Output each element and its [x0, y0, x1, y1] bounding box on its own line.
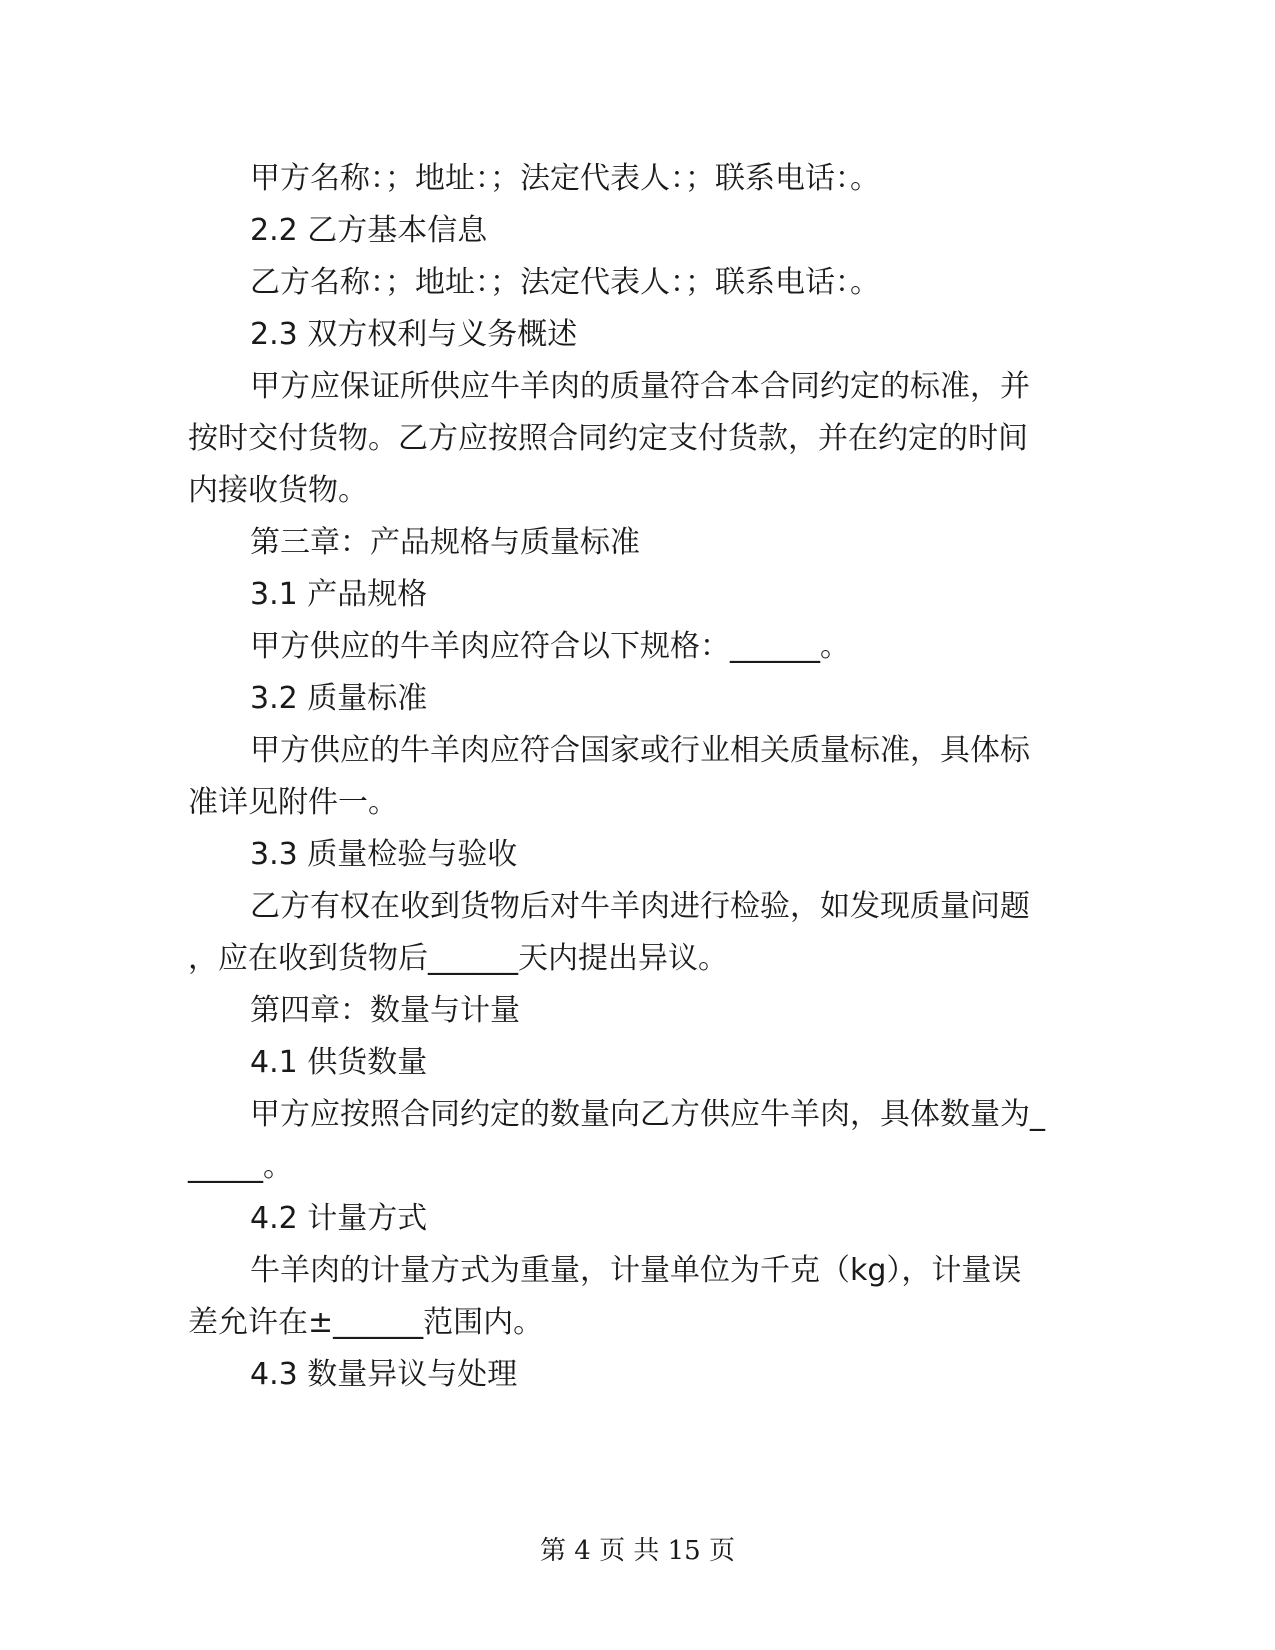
- section-heading-2-3: 2.3 双方权利与义务概述: [250, 317, 578, 352]
- section-heading-3-2: 3.2 质量标准: [250, 681, 428, 716]
- paragraph-line: 甲方应按照合同约定的数量向乙方供应牛羊肉，具体数量为_: [250, 1097, 1045, 1132]
- section-heading-3-3: 3.3 质量检验与验收: [250, 837, 518, 872]
- section-heading-4-2: 4.2 计量方式: [250, 1201, 428, 1236]
- paragraph-line: 准详见附件一。: [188, 785, 398, 820]
- section-heading-4-1: 4.1 供货数量: [250, 1045, 428, 1080]
- paragraph-line: 甲方供应的牛羊肉应符合国家或行业相关质量标准，具体标: [250, 733, 1030, 768]
- section-heading-2-2: 2.2 乙方基本信息: [250, 213, 488, 248]
- chapter-heading-4: 第四章：数量与计量: [250, 993, 520, 1028]
- paragraph-line: 乙方有权在收到货物后对牛羊肉进行检验，如发现质量问题: [250, 889, 1030, 924]
- section-heading-3-1: 3.1 产品规格: [250, 577, 428, 612]
- paragraph-line: ，应在收到货物后______天内提出异议。: [188, 941, 728, 976]
- party-a-info-line: 甲方名称：；地址：；法定代表人：；联系电话：。: [250, 161, 880, 196]
- paragraph-line: 按时交付货物。乙方应按照合同约定支付货款，并在约定的时间: [188, 421, 1028, 456]
- paragraph-line: _____。: [188, 1149, 293, 1184]
- paragraph-line: 差允许在±______范围内。: [188, 1305, 544, 1340]
- paragraph-line: 内接收货物。: [188, 473, 368, 508]
- section-heading-4-3: 4.3 数量异议与处理: [250, 1357, 518, 1392]
- chapter-heading-3: 第三章：产品规格与质量标准: [250, 525, 640, 560]
- party-b-info-line: 乙方名称：；地址：；法定代表人：；联系电话：。: [250, 265, 880, 300]
- paragraph-line: 牛羊肉的计量方式为重量，计量单位为千克（kg），计量误: [250, 1253, 1022, 1288]
- paragraph-line: 甲方供应的牛羊肉应符合以下规格：______。: [250, 629, 850, 664]
- paragraph-line: 甲方应保证所供应牛羊肉的质量符合本合同约定的标准，并: [250, 369, 1030, 404]
- page-number-footer: 第 4 页 共 15 页: [540, 1536, 735, 1566]
- document-body: [188, 153, 1068, 1401]
